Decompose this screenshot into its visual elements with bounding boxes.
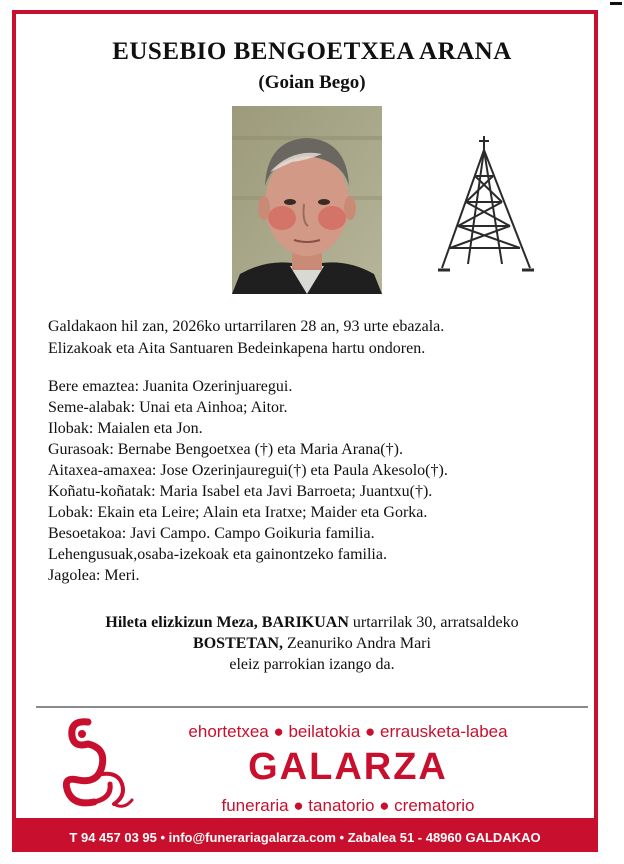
brand-name: GALARZA bbox=[248, 746, 448, 788]
family-line-grandchildren: Ilobak: Maialen eta Jon. bbox=[48, 420, 203, 437]
funeral-line bbox=[0, 612, 624, 633]
family-line-parents: Gurasoak: Bernabe Bengoetxea (†) eta Maria Arana(†). bbox=[48, 441, 403, 458]
family-line-caregiver: Jagolea: Meri. bbox=[48, 567, 140, 584]
portrait-photo bbox=[232, 106, 382, 294]
funeral-line: eleiz parrokian izango da. bbox=[229, 656, 395, 673]
family-list bbox=[48, 376, 588, 586]
family-line-spouse: Bere emaztea: Juanita Ozerinjuaregui. bbox=[48, 378, 293, 395]
contact-footer bbox=[12, 822, 598, 852]
funeral-emphasis: Hileta elizkizun Meza, BARIKUAN bbox=[105, 614, 349, 631]
nickname: (Goian Bego) bbox=[258, 72, 366, 93]
intro-line: Elizakoak eta Aita Santuaren Bedeinkapena hartu ondoren. bbox=[48, 340, 426, 357]
family-line-children: Seme-alabak: Unai eta Ainhoa; Aitor. bbox=[48, 399, 288, 416]
contact-text: T 94 457 03 95 • info@funerariagalarza.com • Zabalea 51 - 48960 GALDAKAO bbox=[69, 829, 541, 845]
divider bbox=[36, 706, 588, 708]
family-line-cousins: Lehengusuak,osaba-izekoak eta gainontzeko familia. bbox=[48, 546, 387, 563]
family-line-siblings-in-law: Koñatu-koñatak: Maria Isabel eta Javi Barroeta; Juantxu(†). bbox=[48, 483, 433, 500]
funeral-line bbox=[0, 633, 624, 654]
deceased-name: EUSEBIO BENGOETXEA ARANA bbox=[112, 38, 512, 65]
services-spanish: funeraria ● tanatorio ● crematorio bbox=[221, 796, 475, 815]
galarza-swirl-logo bbox=[48, 714, 138, 814]
funeral-text: urtarrilak 30, arratsaldeko bbox=[348, 614, 519, 631]
lattice-tower-cross-icon bbox=[436, 136, 536, 276]
intro-line: Galdakaon hil zan, 2026ko urtarrilaren 28 an, 93 urte ebazala. bbox=[48, 318, 445, 335]
scan-mark bbox=[610, 2, 622, 5]
family-line-parents-in-law: Aitaxea-amaxea: Jose Ozerinjauregui(†) eta Paula Akesolo(†). bbox=[48, 462, 448, 479]
services-basque: ehortetxea ● beilatokia ● errausketa-labea bbox=[188, 722, 508, 741]
funeral-text: Zeanuriko Andra Mari bbox=[283, 635, 431, 652]
death-announcement bbox=[48, 316, 588, 360]
family-line-nephews: Lobak: Ekain eta Leire; Alain eta Iratxe; Maider eta Gorka. bbox=[48, 504, 428, 521]
funeral-service-info bbox=[0, 612, 624, 675]
funeral-emphasis: BOSTETAN, bbox=[193, 635, 283, 652]
family-line-godchild: Besoetakoa: Javi Campo. Campo Goikuria familia. bbox=[48, 525, 375, 542]
